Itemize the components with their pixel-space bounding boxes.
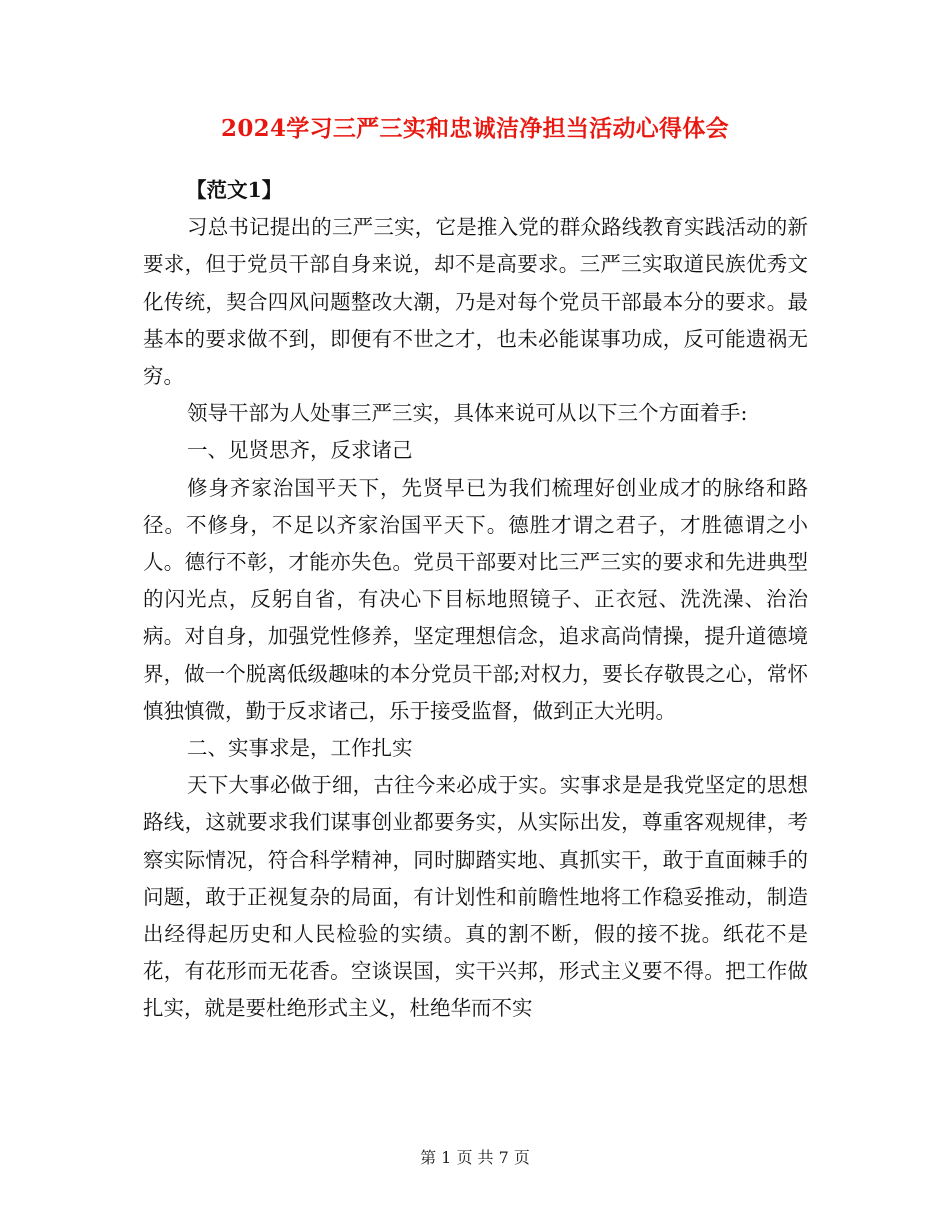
paragraph-intro: 习总书记提出的三严三实，它是推入党的群众路线教育实践活动的新要求，但于党员干部自身来说，却不是高要求。三严三实取道民族优秀文化传统，契合四风问题整改大潮，乃是对每个党员干部最本分的要求。最基本的要求做不到，即便有不世之才，也未必能谋事功成，反可能遗祸无穷。 [143,215,808,389]
document-title: 2024学习三严三实和忠诚洁净担当活动心得体会 [221,115,729,142]
paragraph-seek-truth: 天下大事必做于细，古往今来必成于实。实事求是是我党坚定的思想路线，这就要求我们谋事创业都要务实，从实际出发，尊重客观规律，考察实际情况，符合科学精神，同时脚踏实地、真抓实干，敢于直面棘手的问题，敢于正视复杂的局面，有计划性和前瞻性地将工作稳妥推动，制造出经得起历史和人民检验的实绩。真的割不断，假的接不拢。纸花不是花，有花形而无花香。空谈误国，实干兴邦，形式主义要不得。把工作做扎实，就是要杜绝形式主义，杜绝华而不实 [143,773,808,1021]
paragraph-self-cultivation: 修身齐家治国平天下，先贤早已为我们梳理好创业成才的脉络和路径。不修身，不足以齐家治国平天下。德胜才谓之君子，才胜德谓之小人。德行不彰，才能亦失色。党员干部要对比三严三实的要求和先进典型的闪光点，反躬自省，有决心下目标地照镜子、正衣冠、洗洗澡、治治病。对自身，加强党性修养，坚定理想信念，追求高尚情操，提升道德境界，做一个脱离低级趣味的本分党员干部;对权力，要长存敬畏之心，常怀慎独慎微，勤于反求诸己，乐于接受监督，做到正大光明。 [143,475,808,723]
heading-two: 二、实事求是，工作扎实 [187,736,413,761]
section-label: 【范文1】 [186,178,283,202]
heading-one: 一、见贤思齐，反求诸己 [187,438,413,463]
page-number-footer: 第 1 页 共 7 页 [420,1148,530,1167]
paragraph-three-aspects: 领导干部为人处事三严三实，具体来说可从以下三个方面着手: [187,401,748,426]
document-body [143,172,808,1028]
